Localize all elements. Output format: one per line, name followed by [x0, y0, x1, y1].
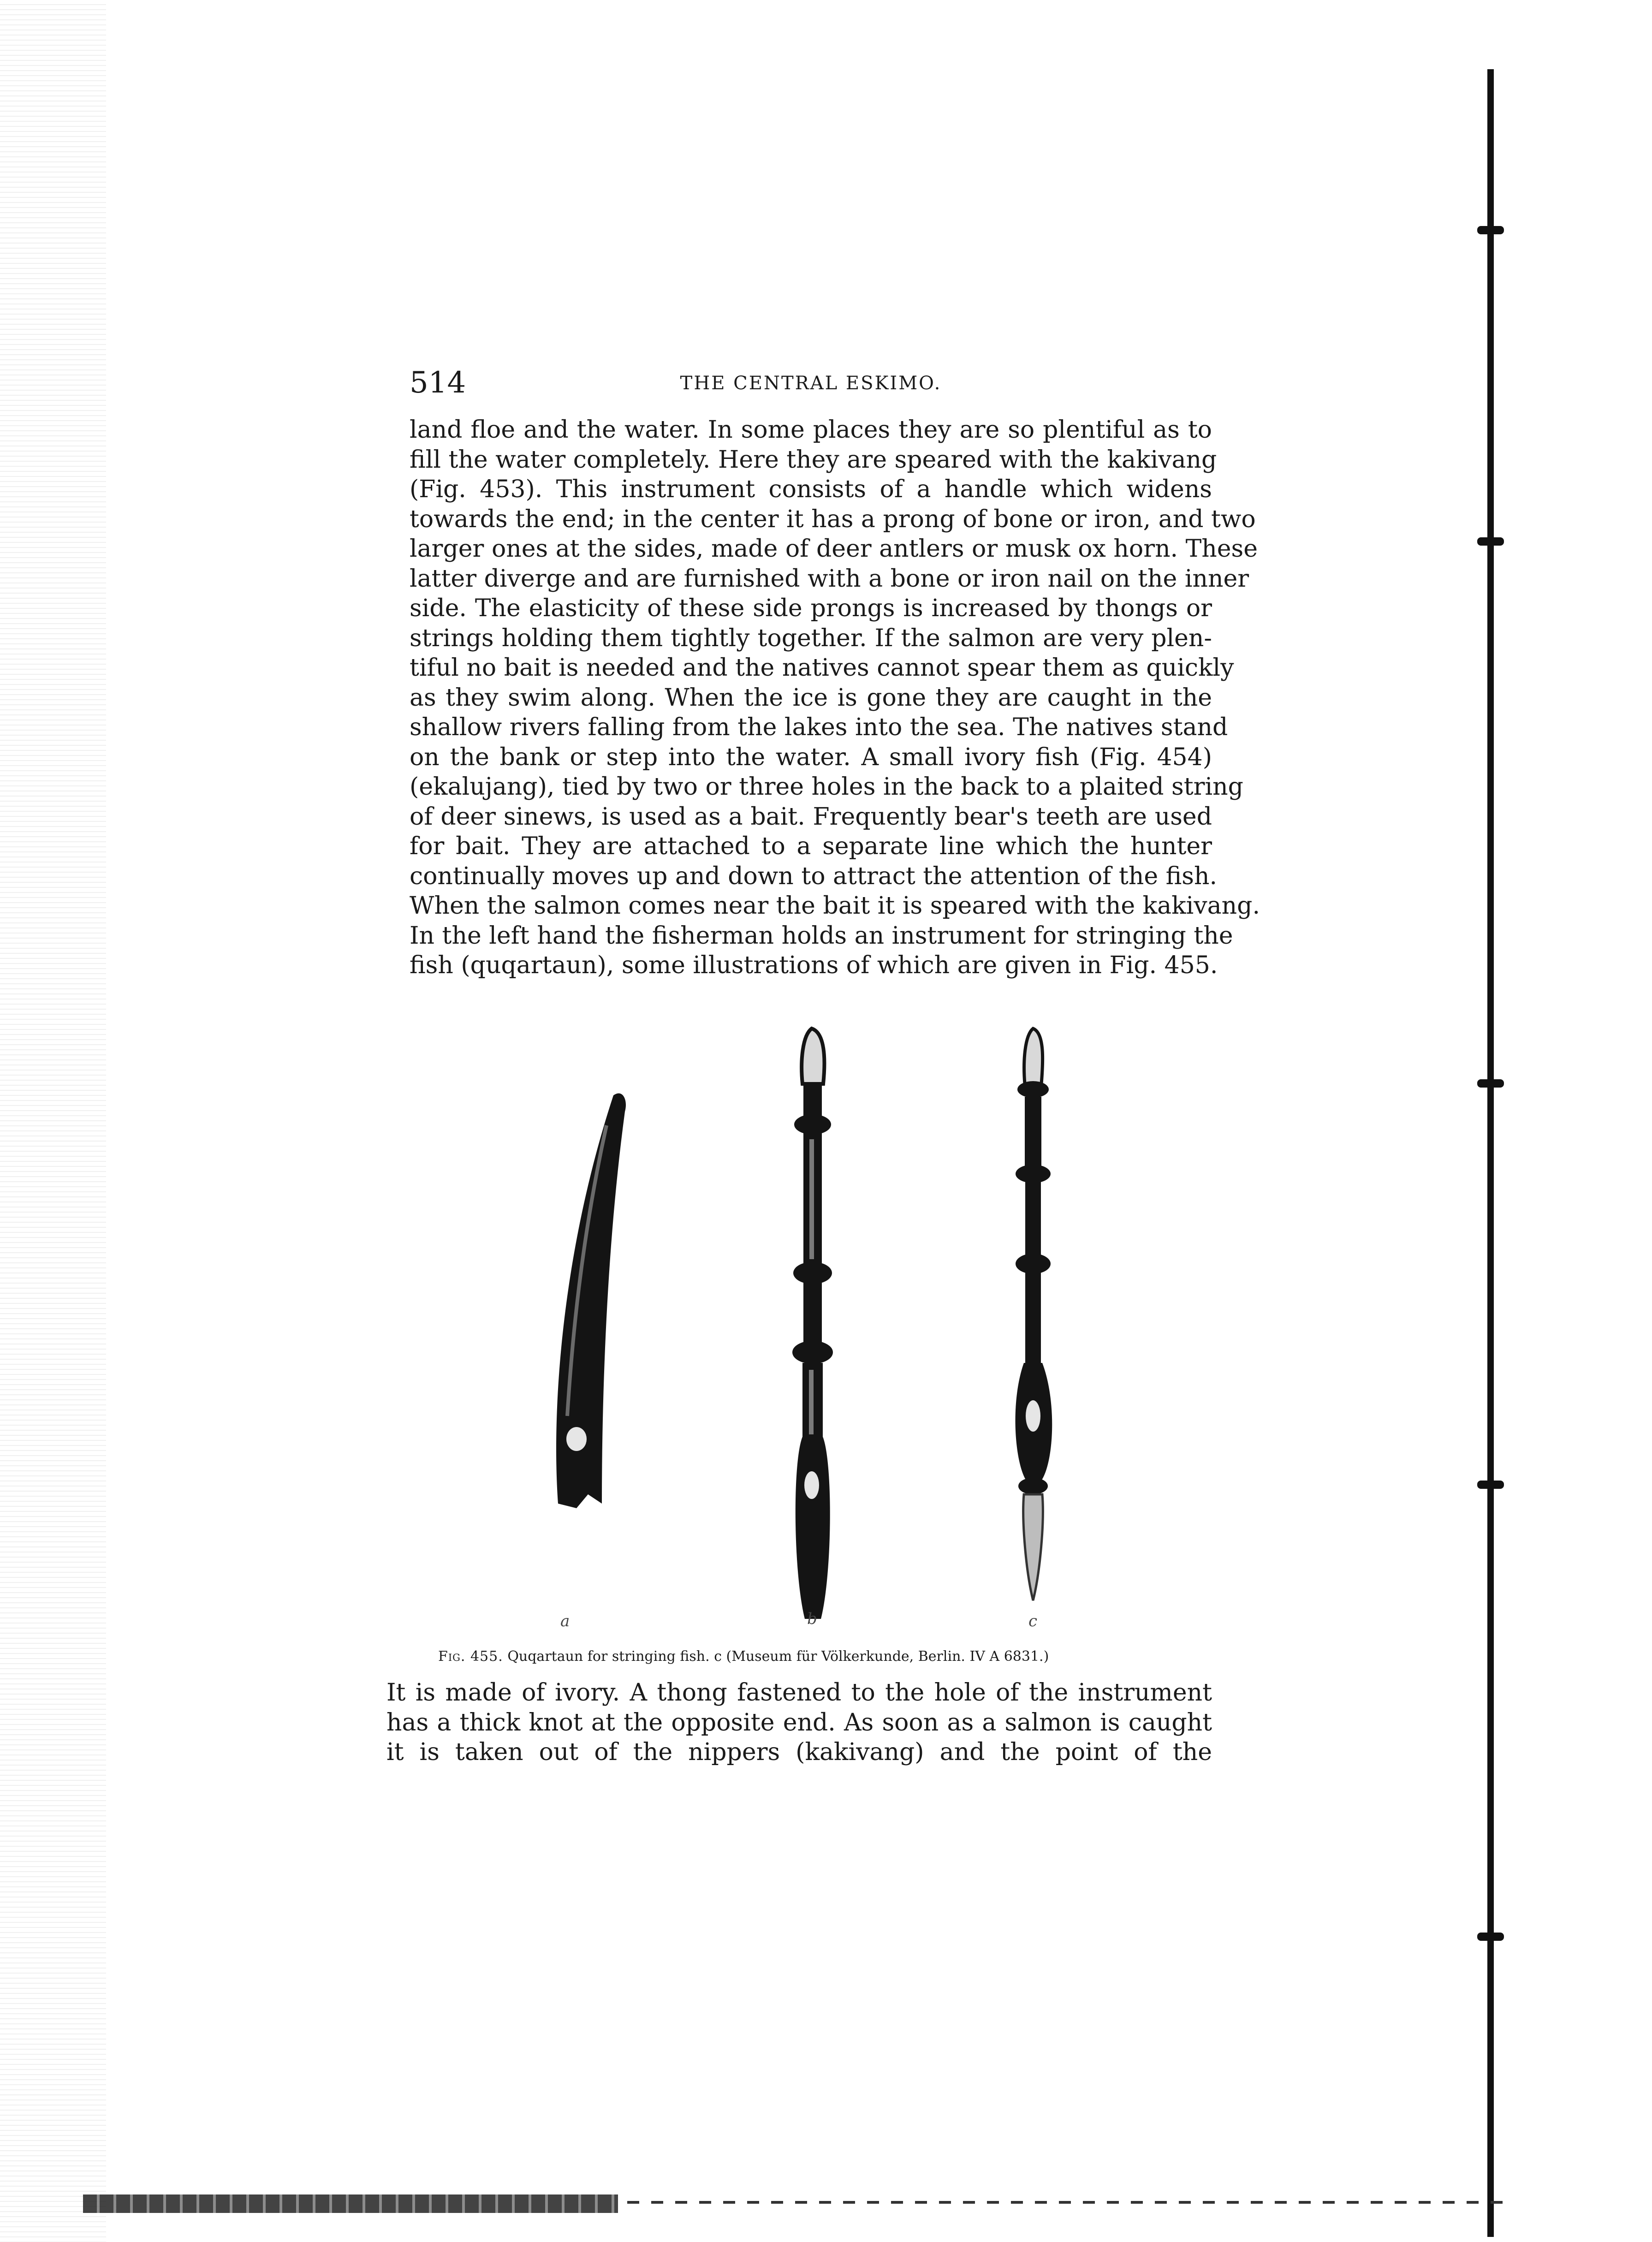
- figure-illustration: [507, 1019, 1121, 1637]
- text-line: for bait. They are attached to a separate line which the hunter: [410, 833, 1212, 860]
- text-line: has a thick knot at the opposite end. As soon as a salmon is caught: [386, 1708, 1212, 1737]
- figure-455: [507, 1019, 1121, 1637]
- text-line: shallow rivers falling from the lakes into the sea. The natives stand: [410, 714, 1228, 741]
- caption-source: c (Museum für Völkerkunde, Berlin. IV A 6831.): [714, 1648, 1049, 1665]
- caption-label: Fig. 455.: [438, 1648, 503, 1665]
- text-line: It is made of ivory. A thong fastened to the hole of the instrument: [386, 1679, 1212, 1707]
- text-line: fish (quqartaun), some illustrations of which are given in Fig. 455.: [410, 952, 1218, 979]
- text-line: side. The elasticity of these side prongs is increased by thongs or: [410, 595, 1212, 622]
- scan-bottom-bar: [83, 2194, 618, 2213]
- text-line: (Fig. 453). This instrument consists of a handle which widens: [410, 476, 1212, 503]
- running-head: [410, 367, 1212, 399]
- quqartaun-a: [556, 1093, 626, 1508]
- quqartaun-c: [1015, 1029, 1052, 1600]
- text-line: it is taken out of the nippers (kakivang) and the point of the: [386, 1738, 1212, 1766]
- text-line: as they swim along. When the ice is gone they are caught in the: [410, 684, 1212, 712]
- text-line: In the left hand the fisherman holds an instrument for stringing the: [410, 922, 1233, 950]
- text-line: When the salmon comes near the bait it is speared with the kakivang.: [410, 892, 1260, 920]
- caption-text: Quqartaun for stringing fish.: [507, 1648, 710, 1665]
- text-line: tiful no bait is needed and the natives cannot spear them as quickly: [410, 654, 1234, 682]
- figure-label-c: c: [1028, 1612, 1038, 1630]
- text-line: of deer sinews, is used as a bait. Frequently bear's teeth are used: [410, 803, 1212, 831]
- text-line: strings holding them tightly together. If the salmon are very plen-: [410, 624, 1212, 652]
- scan-bottom-dash: [627, 2201, 1503, 2204]
- figure-label-a: a: [560, 1612, 570, 1630]
- figure-label-b: b: [807, 1610, 817, 1628]
- text-line: latter diverge and are furnished with a bone or iron nail on the inner: [410, 565, 1249, 593]
- text-line: larger ones at the sides, made of deer antlers or musk ox horn. These: [410, 535, 1258, 563]
- text-line: fill the water completely. Here they are speared with the kakivang: [410, 446, 1217, 474]
- body-paragraph-2: [386, 1678, 1212, 1767]
- text-line: land floe and the water. In some places they are so plentiful as to: [410, 416, 1212, 444]
- scan-binding-rule: [1487, 69, 1494, 2237]
- scan-edge-left: [0, 0, 106, 2242]
- text-line: towards the end; in the center it has a prong of bone or iron, and two: [410, 505, 1256, 533]
- running-title: THE CENTRAL ESKIMO.: [680, 373, 942, 394]
- quqartaun-b: [792, 1029, 833, 1619]
- page-number: 514: [410, 366, 466, 400]
- body-paragraph-1: [410, 415, 1260, 981]
- text-line: on the bank or step into the water. A small ivory fish (Fig. 454): [410, 743, 1212, 771]
- figure-caption: [438, 1647, 1222, 1666]
- text-line: (ekalujang), tied by two or three holes in the back to a plaited string: [410, 773, 1243, 801]
- text-line: continually moves up and down to attract the attention of the fish.: [410, 862, 1218, 890]
